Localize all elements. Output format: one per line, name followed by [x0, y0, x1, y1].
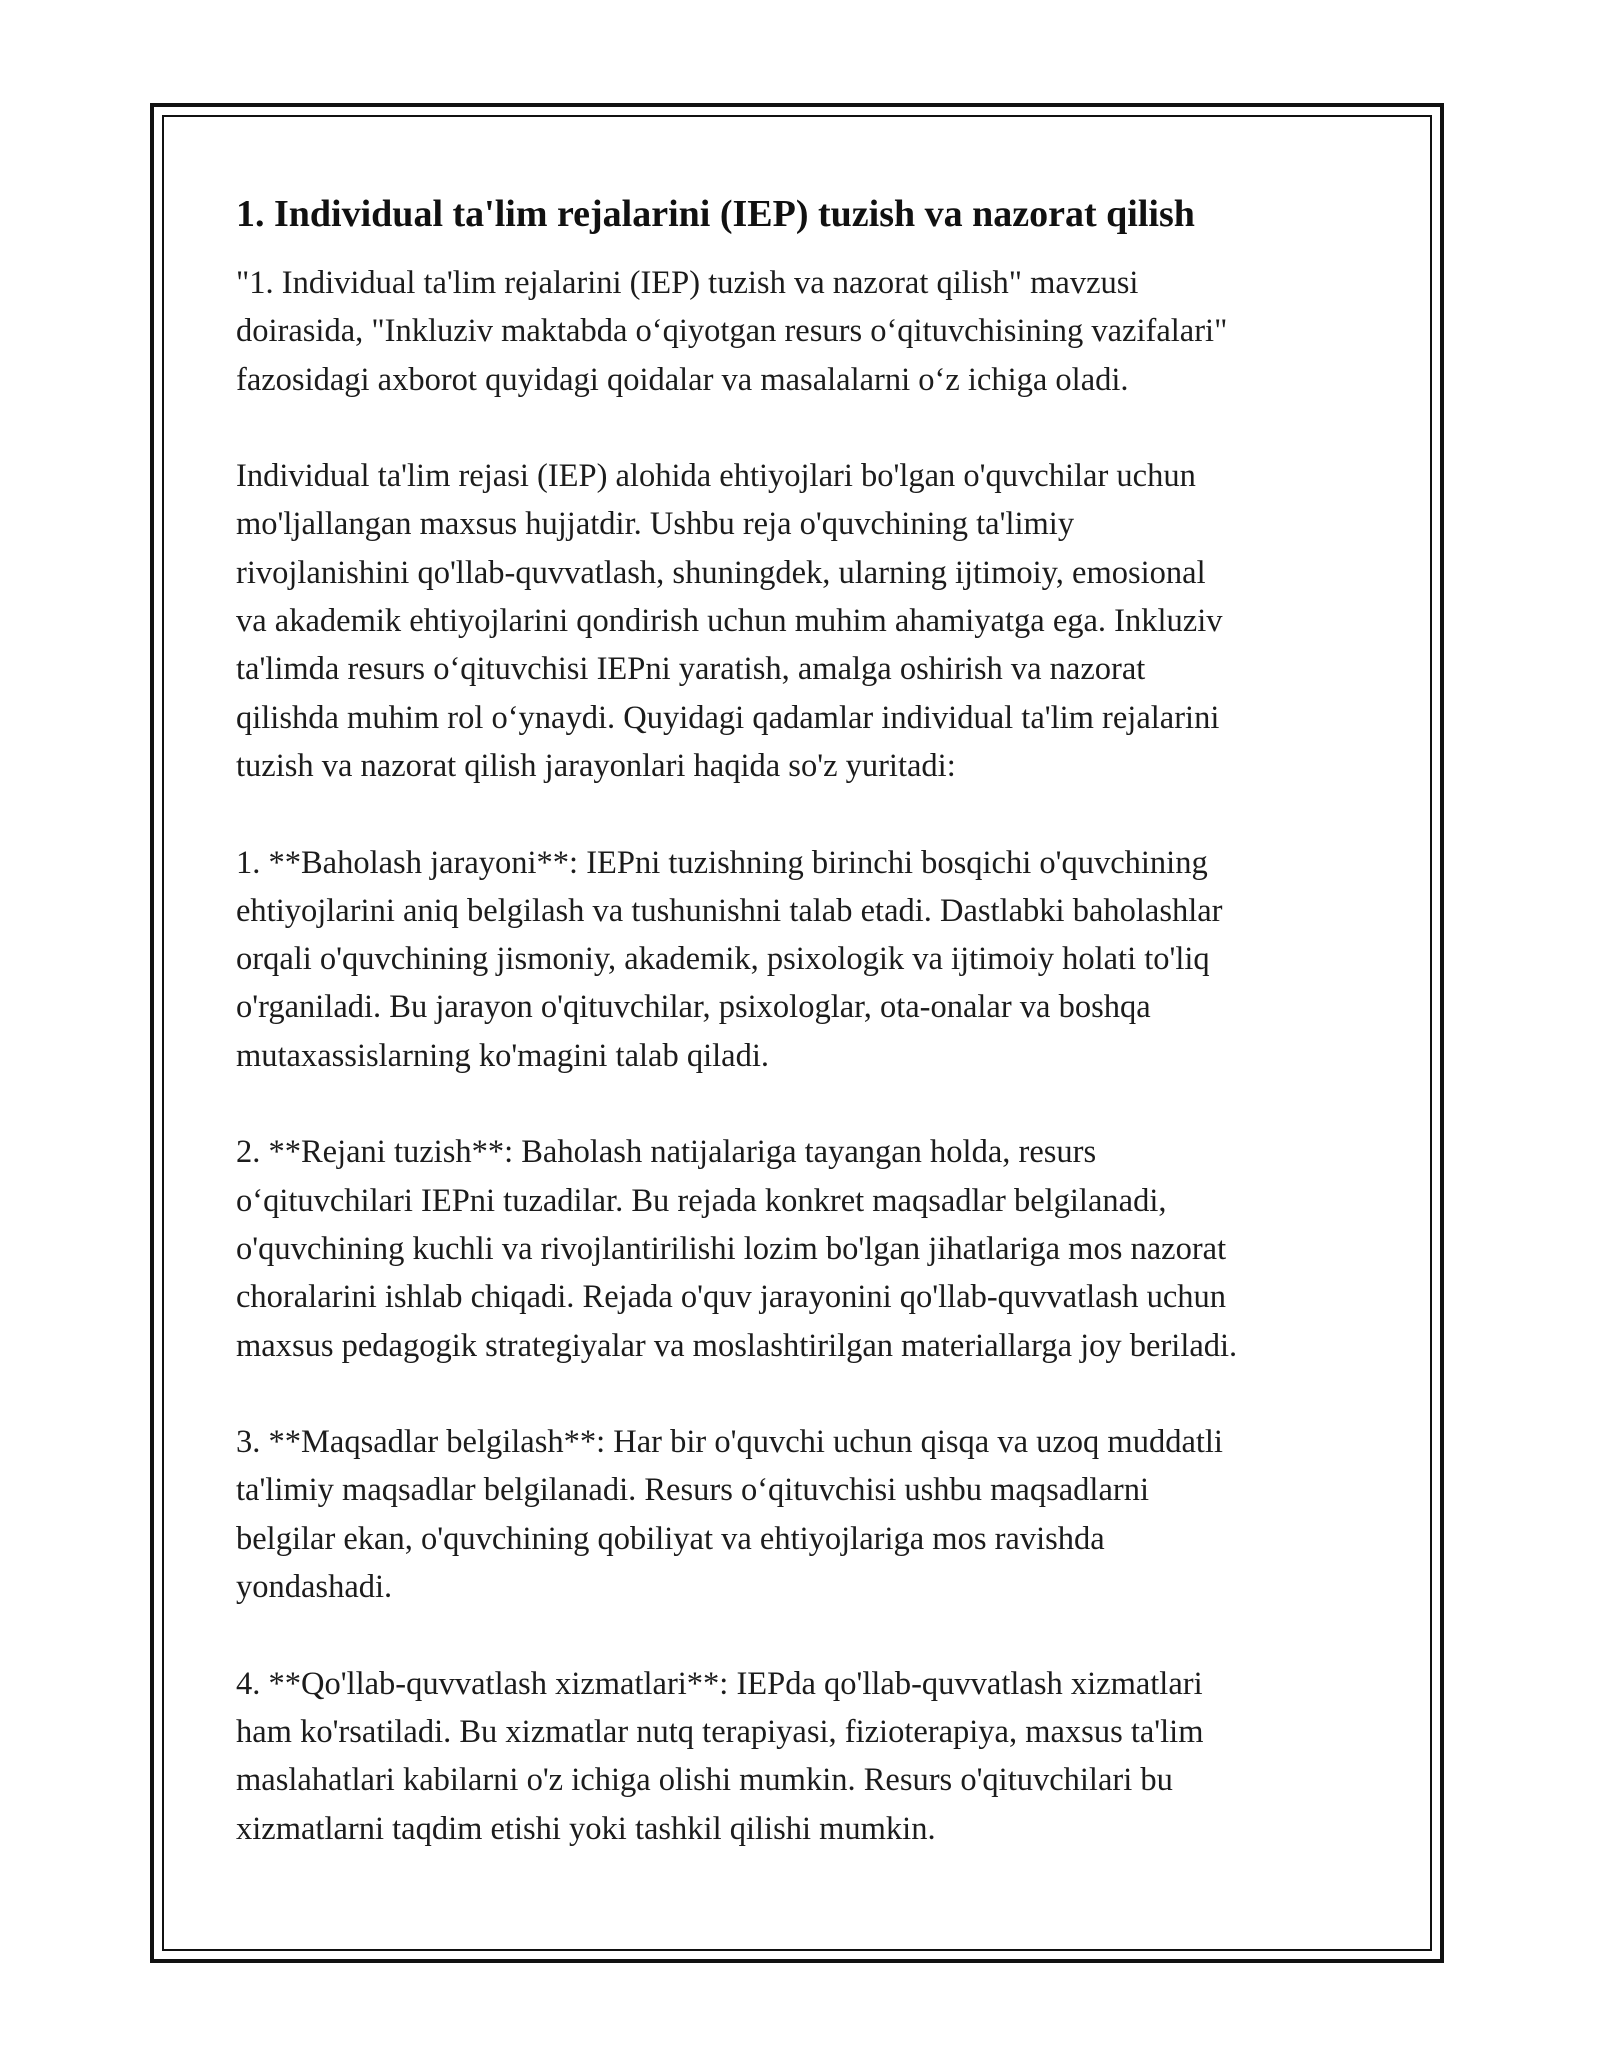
text-line: qilishda muhim rol o‘ynaydi. Quyidagi qadamlar individual ta'lim rejalarini	[236, 699, 1220, 736]
document-title: 1. Individual ta'lim rejalarini (IEP) tuzish va nazorat qilish	[236, 193, 1195, 235]
text-line: fazosidagi axborot quyidagi qoidalar va masalalarni o‘z ichiga oladi.	[236, 361, 1129, 398]
text-line: o'quvchining kuchli va rivojlantirilishi lozim bo'lgan jihatlariga mos nazorat	[236, 1230, 1227, 1267]
text-line: doirasida, "Inkluziv maktabda o‘qiyotgan resurs o‘qituvchisining vazifalari"	[236, 313, 1228, 350]
text-line: choralarini ishlab chiqadi. Rejada o'quv jarayonini qo'llab-quvvatlash uchun	[236, 1279, 1227, 1316]
text-line: 4. **Qo'llab-quvvatlash xizmatlari**: IEPda qo'llab-quvvatlash xizmatlari	[236, 1665, 1203, 1702]
text-line: ta'limda resurs o‘qituvchisi IEPni yaratish, amalga oshirish va nazorat	[236, 651, 1146, 688]
text-line: orqali o'quvchining jismoniy, akademik, psixologik va ijtimoiy holati to'liq	[236, 941, 1210, 978]
paragraph	[236, 839, 1376, 1080]
text-line: rivojlanishini qo'llab-quvvatlash, shuningdek, ularning ijtimoiy, emosional	[236, 554, 1206, 591]
text-line: va akademik ehtiyojlarini qondirish uchun muhim ahamiyatga ega. Inkluziv	[236, 603, 1223, 640]
text-line: 2. **Rejani tuzish**: Baholash natijalariga tayangan holda, resurs	[236, 1134, 1097, 1171]
text-line: "1. Individual ta'lim rejalarini (IEP) tuzish va nazorat qilish" mavzusi	[236, 265, 1139, 301]
text-line: o'rganiladi. Bu jarayon o'qituvchilar, psixologlar, ota-onalar va boshqa	[236, 989, 1151, 1026]
text-line: 3. **Maqsadlar belgilash**: Har bir o'quvchi uchun qisqa va uzoq muddatli	[236, 1424, 1223, 1461]
paragraph	[236, 1660, 1376, 1853]
paragraph	[236, 452, 1376, 790]
text-line: xizmatlarni taqdim etishi yoki tashkil qilishi mumkin.	[236, 1810, 936, 1847]
document-body	[236, 185, 1376, 1853]
text-line: o‘qituvchilari IEPni tuzadilar. Bu rejada konkret maqsadlar belgilanadi,	[236, 1182, 1167, 1219]
paragraph	[236, 1418, 1376, 1611]
text-line: mo'ljallangan maxsus hujjatdir. Ushbu reja o'quvchining ta'limiy	[236, 506, 1075, 543]
text-line: ehtiyojlarini aniq belgilash va tushunishni talab etadi. Dastlabki baholashlar	[236, 892, 1223, 929]
text-line: maslahatlari kabilarni o'z ichiga olishi mumkin. Resurs o'qituvchilari bu	[236, 1762, 1173, 1799]
paragraph	[236, 1128, 1376, 1369]
text-line: mutaxassislarning ko'magini talab qiladi.	[236, 1037, 769, 1074]
paragraph-list	[236, 259, 1376, 1853]
text-line: 1. **Baholash jarayoni**: IEPni tuzishning birinchi bosqichi o'quvchining	[236, 844, 1208, 881]
text-line: maxsus pedagogik strategiyalar va moslashtirilgan materiallarga joy beriladi.	[236, 1327, 1238, 1364]
text-line: ta'limiy maqsadlar belgilanadi. Resurs o‘qituvchisi ushbu maqsadlarni	[236, 1472, 1149, 1509]
text-line: ham ko'rsatiladi. Bu xizmatlar nutq terapiyasi, fizioterapiya, maxsus ta'lim	[236, 1713, 1204, 1750]
text-line: Individual ta'lim rejasi (IEP) alohida ehtiyojlari bo'lgan o'quvchilar uchun	[236, 458, 1196, 495]
paragraph	[236, 259, 1376, 404]
text-line: yondashadi.	[236, 1569, 393, 1606]
text-line: belgilar ekan, o'quvchining qobiliyat va ehtiyojlariga mos ravishda	[236, 1520, 1105, 1557]
text-line: tuzish va nazorat qilish jarayonlari haqida so'z yuritadi:	[236, 747, 956, 784]
